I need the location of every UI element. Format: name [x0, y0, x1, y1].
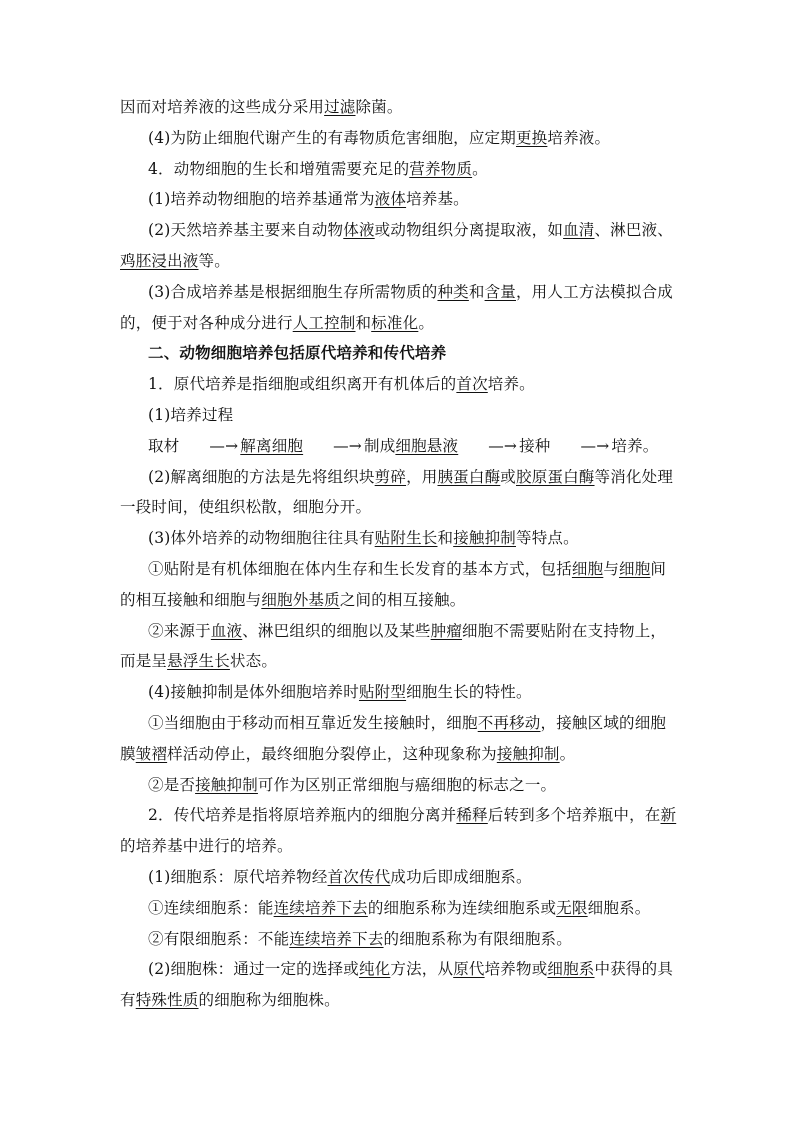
text-run: 二、动物细胞培养包括原代培养和传代培养: [148, 343, 447, 363]
paragraph: [120, 462, 680, 524]
underlined-term: 血清: [563, 221, 595, 240]
underlined-term: 悬浮生长: [167, 652, 230, 671]
underlined-term: 首次: [456, 375, 488, 394]
section-heading: [120, 338, 680, 369]
text-run: 培养。: [611, 436, 659, 455]
underlined-term: 含量: [484, 282, 516, 301]
text-run: 取材: [148, 436, 180, 455]
underlined-term: 接触抑制: [195, 775, 258, 794]
underlined-term: 细胞外基质: [261, 590, 340, 609]
text-run: (4)接触抑制是体外细胞培养时: [148, 683, 359, 702]
underlined-term: 新: [660, 806, 677, 825]
text-run: 等消化处理一段时间，使组织松散，细胞分开。: [120, 467, 674, 517]
underlined-term: 种类: [437, 282, 469, 301]
paragraph: [120, 431, 680, 462]
paragraph: [120, 215, 680, 277]
text-run: 状态。: [229, 652, 278, 671]
paragraph: [120, 770, 680, 801]
text-run: (1)细胞系：原代培养物经: [148, 867, 328, 886]
underlined-term: 更换: [515, 128, 548, 147]
underlined-term: 胰蛋白酶: [437, 467, 501, 486]
text-run: (1)培养动物细胞的培养基通常为: [148, 190, 375, 209]
text-run: ，用: [406, 467, 438, 486]
paragraph: [120, 123, 680, 154]
text-run: 等特点。: [516, 529, 579, 548]
text-run: 成功后即成细胞系。: [390, 867, 532, 886]
paragraph: [120, 184, 680, 215]
arrow-icon: —→: [488, 436, 518, 455]
paragraph: [120, 924, 680, 955]
text-run: 等。: [198, 251, 230, 270]
underlined-term: 贴附型: [358, 683, 407, 702]
underlined-term: 过滤: [324, 98, 356, 116]
underlined-term: 血液: [210, 621, 243, 640]
text-run: 后转到多个培养瓶中，在: [487, 806, 661, 825]
underlined-term: 接触抑制: [453, 529, 516, 548]
paragraph: [120, 369, 680, 400]
text-run: 和: [437, 529, 454, 548]
text-run: 可作为区别正常细胞与癌细胞的标志之一。: [257, 775, 557, 794]
text-run: ②有限细胞系：不能: [148, 929, 290, 948]
text-run: 。: [472, 159, 488, 178]
text-run: 或动物组织分离提取液，如: [374, 221, 564, 240]
paragraph: [120, 954, 680, 1016]
text-run: 、淋巴液、: [594, 221, 673, 240]
text-run: ②来源于: [148, 621, 211, 640]
paragraph: [120, 708, 680, 770]
underlined-term: 连续培养下去: [289, 929, 384, 948]
text-run: (1)培养过程: [148, 405, 234, 424]
underlined-term: 皱褶: [135, 744, 168, 763]
text-run: ①贴附是有机体细胞在体内生存和生长发育的基本方式，包括: [148, 559, 572, 578]
text-run: 接种: [519, 436, 551, 455]
text-run: 除菌。: [355, 98, 403, 116]
text-run: 和: [355, 313, 372, 332]
underlined-term: 稀释: [456, 806, 488, 825]
text-run: 。: [559, 744, 576, 763]
arrow-icon: —→: [580, 436, 610, 455]
underlined-term: 连续培养下去: [273, 898, 368, 917]
underlined-term: 接触抑制: [496, 744, 560, 763]
text-run: (2)解离细胞的方法是先将组织块: [148, 467, 375, 486]
underlined-term: 解离细胞: [240, 436, 304, 455]
text-run: 培养液。: [547, 128, 611, 147]
text-run: 中获得的具有: [120, 960, 674, 1010]
underlined-term: 人工控制: [292, 313, 356, 332]
text-run: 的培养基中进行的培养。: [120, 837, 293, 856]
underlined-term: 胶原蛋白酶: [516, 467, 595, 486]
underlined-term: 营养物质: [409, 159, 473, 178]
text-run: ①连续细胞系：能: [148, 898, 274, 917]
underlined-term: 标准化: [371, 313, 419, 332]
text-run: 细胞不需要贴附在支持物上，而是呈: [120, 621, 667, 671]
text-run: 和: [468, 282, 485, 301]
text-run: 样活动停止，最终细胞分裂停止，这种现象称为: [167, 744, 497, 763]
underlined-term: 原代: [453, 960, 485, 979]
text-run: ①当细胞由于移动而相互靠近发生接触时，细胞: [148, 713, 478, 732]
underlined-term: 体液: [343, 221, 375, 240]
underlined-term: 鸡胚浸出液: [120, 251, 199, 270]
text-run: 间的相互接触和细胞与: [120, 559, 667, 609]
text-run: 与: [603, 559, 620, 578]
paragraph: [120, 616, 680, 678]
underlined-term: 不再移动: [477, 713, 541, 732]
arrow-icon: —→: [209, 436, 239, 455]
arrow-icon: —→: [333, 436, 362, 455]
paragraph: [120, 523, 680, 554]
text-run: 4．动物细胞的生长和增殖需要充足的: [148, 159, 410, 178]
text-run: ，接触区域的细胞膜: [120, 713, 667, 763]
text-run: 培养基。: [406, 190, 469, 209]
text-run: 1．原代培养是指细胞或组织离开有机体后的: [148, 375, 457, 394]
paragraph: [120, 893, 680, 924]
text-run: ，用人工方法模拟合成的，便于对各种成分进行: [120, 282, 673, 332]
paragraph: [120, 154, 680, 185]
text-run: 方法，从: [390, 960, 454, 979]
underlined-term: 无限: [556, 898, 588, 917]
underlined-term: 特殊性质: [135, 991, 199, 1010]
underlined-term: 细胞: [571, 559, 604, 578]
text-run: ②是否: [148, 775, 196, 794]
paragraph: [120, 800, 680, 862]
underlined-term: 纯化: [358, 960, 391, 979]
text-run: 培养物或: [484, 960, 548, 979]
paragraph: [120, 92, 680, 123]
paragraph: [120, 554, 680, 616]
paragraph: [120, 862, 680, 893]
text-run: 的细胞称为细胞株。: [198, 991, 340, 1010]
underlined-term: 肿瘤: [430, 621, 463, 640]
text-run: 培养。: [487, 375, 535, 394]
underlined-term: 贴附生长: [374, 529, 438, 548]
paragraph: [120, 677, 680, 708]
underlined-term: 剪碎: [374, 467, 407, 486]
text-run: (4)为防止细胞代谢产生的有毒物质危害细胞，应定期: [148, 128, 516, 147]
text-run: 制成: [364, 436, 396, 455]
underlined-term: 细胞系: [547, 960, 595, 979]
underlined-term: 液体: [374, 190, 407, 209]
underlined-term: 细胞悬液: [395, 436, 459, 455]
text-run: 因而对培养液的这些成分采用: [120, 98, 325, 116]
text-run: 的细胞系称为连续细胞系或: [367, 898, 557, 917]
text-run: 。: [418, 313, 435, 332]
text-run: 之间的相互接触。: [339, 590, 466, 609]
text-run: 细胞系。: [587, 898, 651, 917]
text-run: (3)体外培养的动物细胞往往具有: [148, 529, 375, 548]
paragraph: [120, 400, 680, 431]
text-run: (2)天然培养基主要来自动物: [148, 221, 344, 240]
text-run: 的细胞系称为有限细胞系。: [383, 929, 572, 948]
text-run: 细胞生长的特性。: [406, 683, 532, 702]
text-run: 或: [500, 467, 516, 486]
underlined-term: 首次传代: [327, 867, 391, 886]
underlined-term: 细胞: [619, 559, 651, 578]
document-body: [120, 92, 680, 1016]
text-run: (3)合成培养基是根据细胞生存所需物质的: [148, 282, 438, 301]
text-run: 、淋巴组织的细胞以及某些: [242, 621, 431, 640]
text-run: (2)细胞株：通过一定的选择或: [148, 960, 359, 979]
text-run: 2．传代培养是指将原培养瓶内的细胞分离并: [148, 806, 457, 825]
paragraph: [120, 277, 680, 339]
